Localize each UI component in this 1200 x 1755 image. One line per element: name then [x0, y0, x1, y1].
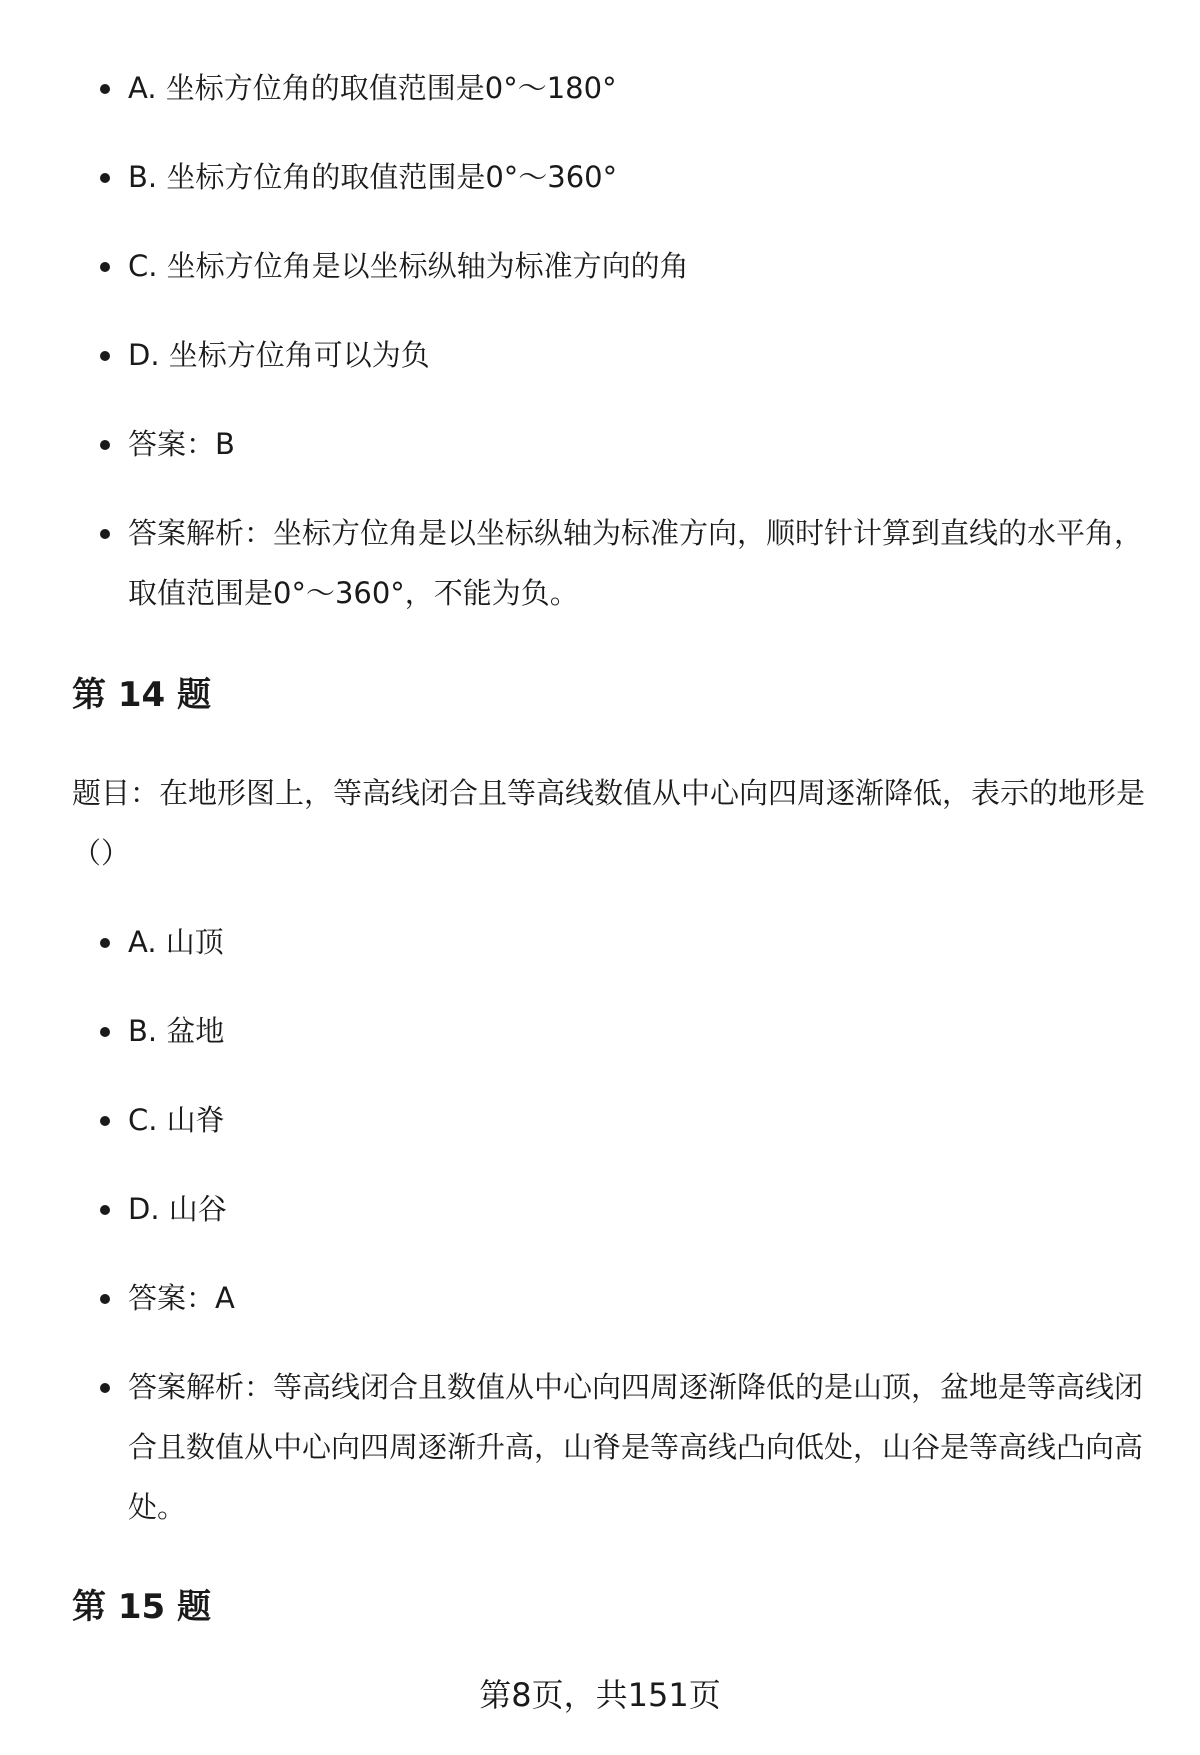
bullet-icon	[100, 262, 110, 272]
option-text: D. 山谷	[128, 1192, 227, 1226]
bullet-icon	[100, 938, 110, 948]
answer-text: 答案：A	[128, 1281, 235, 1315]
q14-option-b	[128, 1001, 1148, 1061]
option-text: B. 盆地	[128, 1014, 225, 1048]
option-text: B. 坐标方位角的取值范围是0°～360°	[128, 160, 618, 194]
q15-heading: 第 15 题	[72, 1587, 211, 1627]
option-text: C. 坐标方位角是以坐标纵轴为标准方向的角	[128, 249, 689, 283]
explanation-text: 答案解析：坐标方位角是以坐标纵轴为标准方向，顺时针计算到直线的水平角，取值范围是0°～360°，不能为负。	[128, 516, 1144, 610]
bullet-icon	[100, 1294, 110, 1304]
bullet-icon	[100, 529, 110, 539]
q14-option-c	[128, 1090, 1148, 1150]
bullet-icon	[100, 173, 110, 183]
bullet-icon	[100, 351, 110, 361]
q13-option-c	[128, 236, 1148, 296]
q13-option-a	[128, 58, 1148, 118]
q14-option-a	[128, 912, 1148, 972]
option-text: A. 山顶	[128, 925, 224, 959]
q13-explanation	[128, 503, 1148, 623]
option-text: D. 坐标方位角可以为负	[128, 338, 430, 372]
q14-answer	[128, 1268, 1148, 1328]
q13-option-d	[128, 325, 1148, 385]
option-text: A. 坐标方位角的取值范围是0°～180°	[128, 71, 617, 105]
q14-explanation	[128, 1357, 1148, 1537]
answer-text: 答案：B	[128, 427, 235, 461]
explanation-text: 答案解析：等高线闭合且数值从中心向四周逐渐降低的是山顶，盆地是等高线闭合且数值从中心向四周逐渐升高，山脊是等高线凸向低处，山谷是等高线凸向高处。	[128, 1370, 1144, 1524]
bullet-icon	[100, 84, 110, 94]
option-text: C. 山脊	[128, 1103, 225, 1137]
q13-option-b	[128, 147, 1148, 207]
q13-answer	[128, 414, 1148, 474]
bullet-icon	[100, 440, 110, 450]
bullet-icon	[100, 1116, 110, 1126]
bullet-icon	[100, 1383, 110, 1393]
q14-heading: 第 14 题	[72, 675, 211, 715]
q14-question: 题目：在地形图上，等高线闭合且等高线数值从中心向四周逐渐降低，表示的地形是（）	[72, 776, 1146, 870]
bullet-icon	[100, 1027, 110, 1037]
page-footer: 第8页，共151页	[479, 1676, 721, 1714]
q14-option-d	[128, 1179, 1148, 1239]
bullet-icon	[100, 1205, 110, 1215]
